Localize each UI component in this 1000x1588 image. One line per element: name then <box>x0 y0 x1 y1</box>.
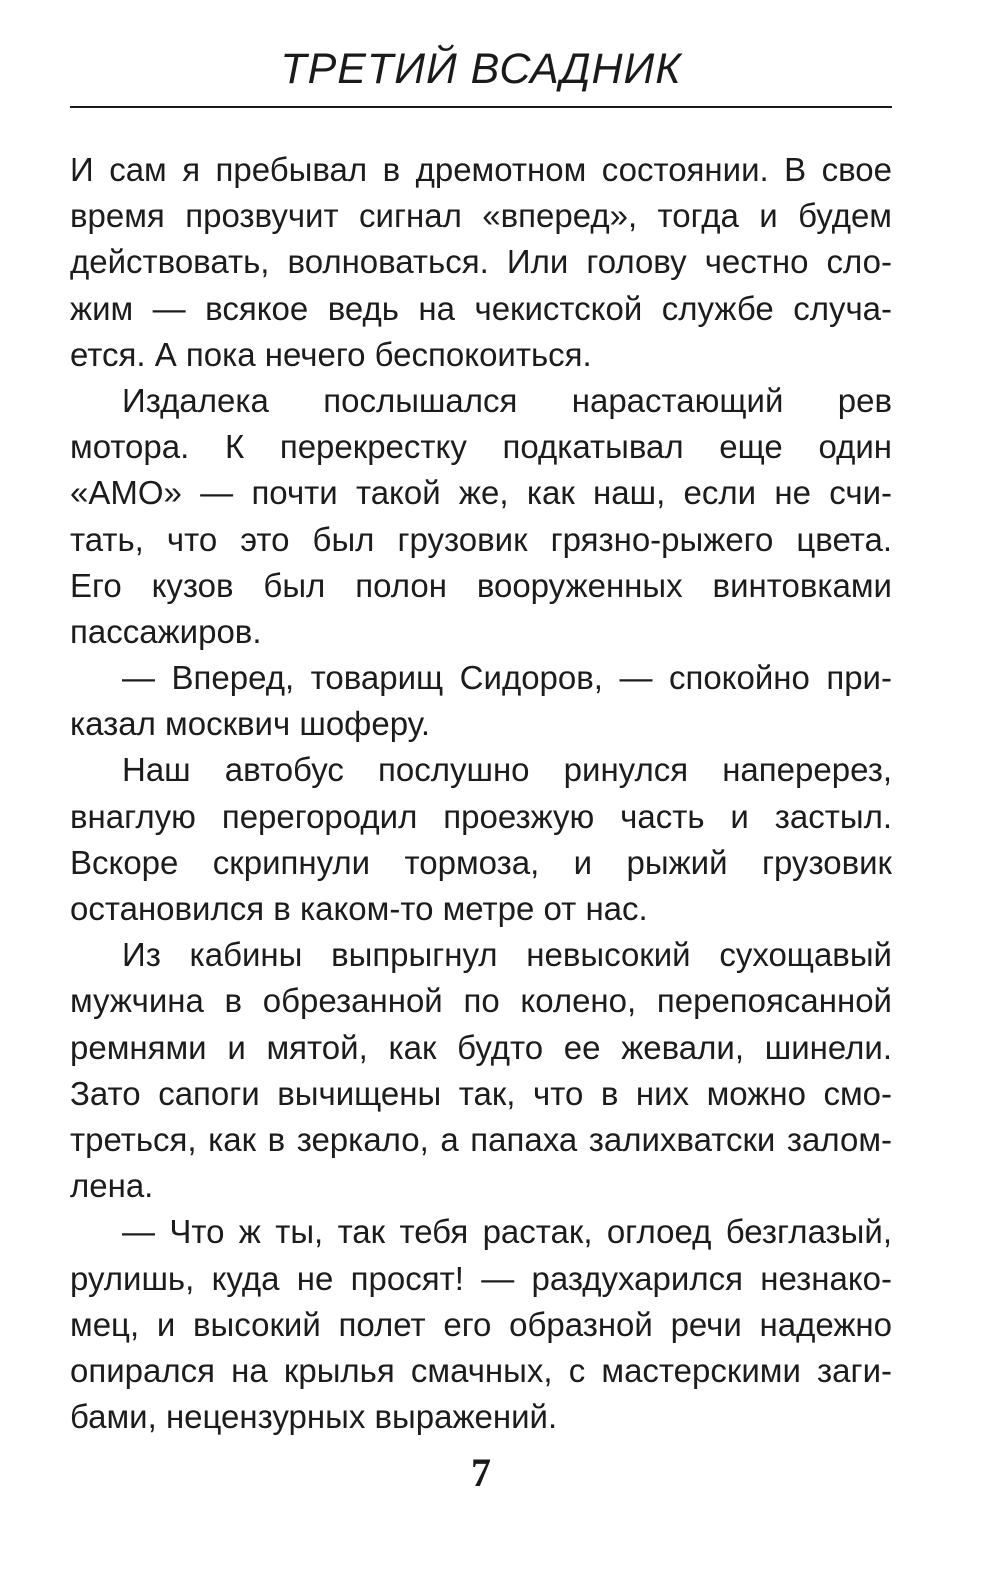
text-line: — Что ж ты, так тебя растак, оглоед безглазый, <box>122 1213 892 1251</box>
text-line: Зато сапоги вычищены так, что в них можно смо- <box>70 1074 892 1112</box>
text-line: действовать, волноваться. Или голову честно сло- <box>70 243 892 281</box>
text-line: опирался на крылья смачных, с мастерскими заги- <box>70 1351 892 1389</box>
text-line: треться, как в зеркало, а папаха залихватски залом- <box>70 1120 892 1158</box>
text-line: тать, что это был грузовик грязно-рыжего цвета. <box>70 520 892 558</box>
text-line: «АМО» — почти такой же, как наш, если не счи- <box>70 474 892 512</box>
text-line: — Вперед, товарищ Сидоров, — спокойно при- <box>122 659 892 697</box>
text-line: время прозвучит сигнал «вперед», тогда и будем <box>70 197 892 235</box>
text-line: И сам я пребывал в дремотном состоянии. В свое <box>70 151 892 188</box>
text-line: жим — всякое ведь на чекистской службе случа- <box>70 289 892 327</box>
text-line: ремнями и мятой, как будто ее жевали, шинели. <box>70 1028 892 1066</box>
header-rule <box>70 106 892 108</box>
text-line: Наш автобус послушно ринулся наперерез, <box>122 751 892 789</box>
running-head-title: ТРЕТИЙ ВСАДНИК <box>280 45 682 93</box>
body-text <box>70 147 892 1440</box>
paragraph <box>70 147 892 378</box>
text-line: мужчина в обрезанной по колено, перепоясанной <box>70 982 892 1020</box>
text-line: Из кабины выпрыгнул невысокий сухощавый <box>122 936 892 974</box>
text-line: Его кузов был полон вооруженных винтовками <box>70 566 892 604</box>
text-line: лена. <box>70 1167 154 1205</box>
paragraph <box>70 378 892 655</box>
text-line: Издалека послышался нарастающий рев <box>122 381 892 419</box>
text-line: рулишь, куда не просят! — раздухарился незнако- <box>70 1259 892 1297</box>
page-number: 7 <box>471 1450 491 1495</box>
text-line: мотора. К перекрестку подкатывал еще один <box>70 428 892 466</box>
text-line: мец, и высокий полет его образной речи надежно <box>70 1305 892 1343</box>
text-line: Вскоре скрипнули тормоза, и рыжий грузовик <box>70 843 892 881</box>
text-line: внаглую перегородил проезжую часть и застыл. <box>70 797 892 835</box>
paragraph <box>70 655 892 747</box>
text-line: пассажиров. <box>70 612 262 650</box>
paragraph <box>70 747 892 932</box>
text-line: ется. А пока нечего беспокоиться. <box>70 335 592 373</box>
paragraph <box>70 932 892 1209</box>
text-line: казал москвич шоферу. <box>70 705 431 743</box>
book-page <box>70 40 892 1560</box>
text-line: остановился в каком-то метре от нас. <box>70 890 648 927</box>
paragraph <box>70 1209 892 1440</box>
text-line: бами, нецензурных выражений. <box>70 1398 558 1436</box>
